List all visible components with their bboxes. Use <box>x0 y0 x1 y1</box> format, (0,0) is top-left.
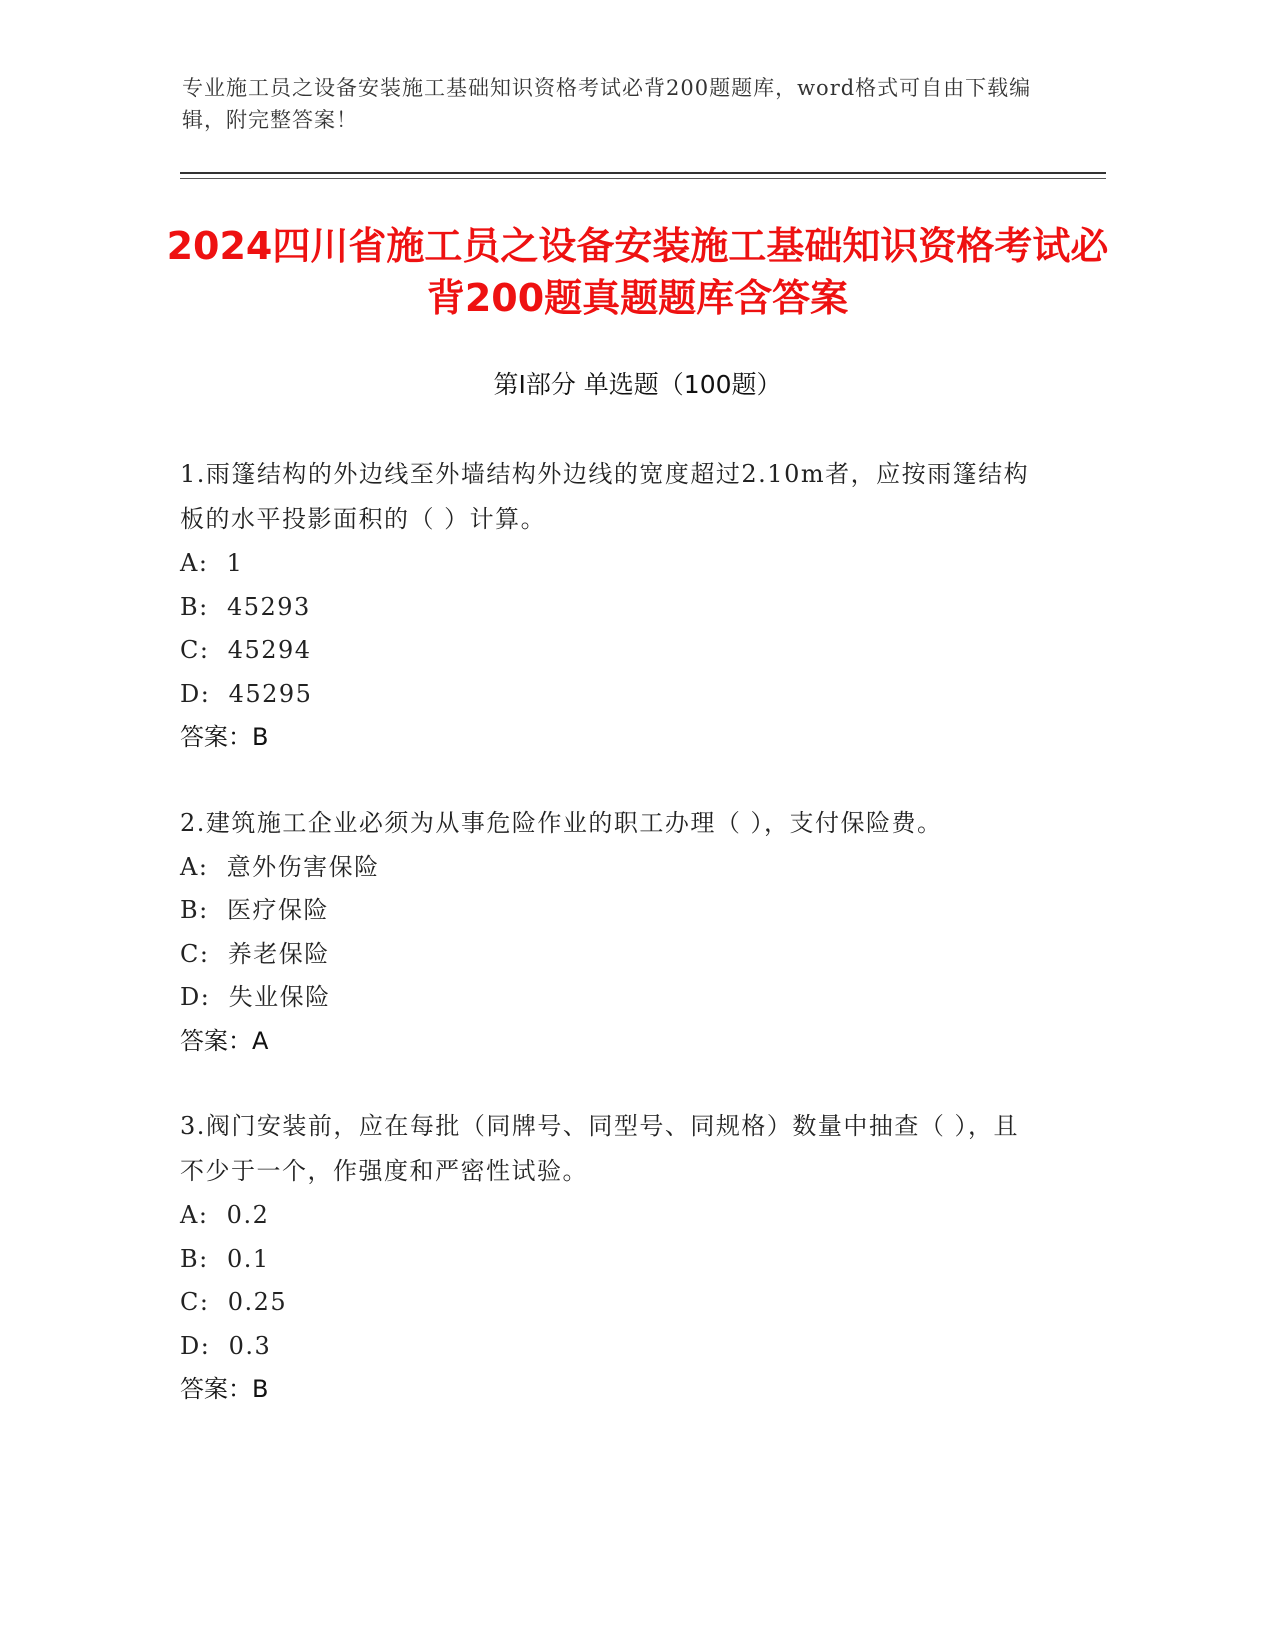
option-a: A: 1 <box>180 549 244 577</box>
question-list <box>180 452 1030 1453</box>
option-c: C: 45294 <box>180 636 312 664</box>
question-stem: 2.建筑施工企业必须为从事危险作业的职工办理（ ），支付保险费。 <box>180 808 943 837</box>
question-2 <box>180 801 1030 1064</box>
option-c: C: 0.25 <box>180 1288 288 1316</box>
option-b: B: 0.1 <box>180 1244 270 1273</box>
option-a: A: 0.2 <box>180 1201 270 1229</box>
answer-line: 答案：A <box>180 1026 269 1055</box>
answer-line: 答案：B <box>180 1375 269 1403</box>
option-d: D: 45295 <box>180 679 313 708</box>
header-note: 专业施工员之设备安装施工基础知识资格考试必背200题题库，word格式可自由下载编辑，附完整答案！ <box>182 76 1032 132</box>
option-d: D: 0.3 <box>180 1331 272 1360</box>
section-heading: 第Ⅰ部分 单选题（100题） <box>493 370 782 399</box>
option-b: B: 45293 <box>180 592 311 621</box>
option-d: D: 失业保险 <box>180 983 331 1011</box>
answer-line: 答案：B <box>180 723 269 751</box>
option-b: B: 医疗保险 <box>180 896 329 924</box>
option-a: A: 意外伤害保险 <box>180 852 380 881</box>
option-c: C: 养老保险 <box>180 939 330 968</box>
question-stem: 3.阀门安装前，应在每批（同牌号、同型号、同规格）数量中抽查（ ），且不少于一个，作强度和严密性试验。 <box>180 1112 1020 1185</box>
question-stem: 1.雨篷结构的外边线至外墙结构外边线的宽度超过2.10m者，应按雨篷结构板的水平投影面积的（ ）计算。 <box>180 460 1030 533</box>
question-1 <box>180 452 1030 760</box>
document-title: 2024四川省施工员之设备安装施工基础知识资格考试必背200题真题题库含答案 <box>166 224 1109 320</box>
header-divider-thin <box>180 178 1106 179</box>
header-divider-thick <box>180 172 1106 174</box>
question-3 <box>180 1104 1030 1412</box>
